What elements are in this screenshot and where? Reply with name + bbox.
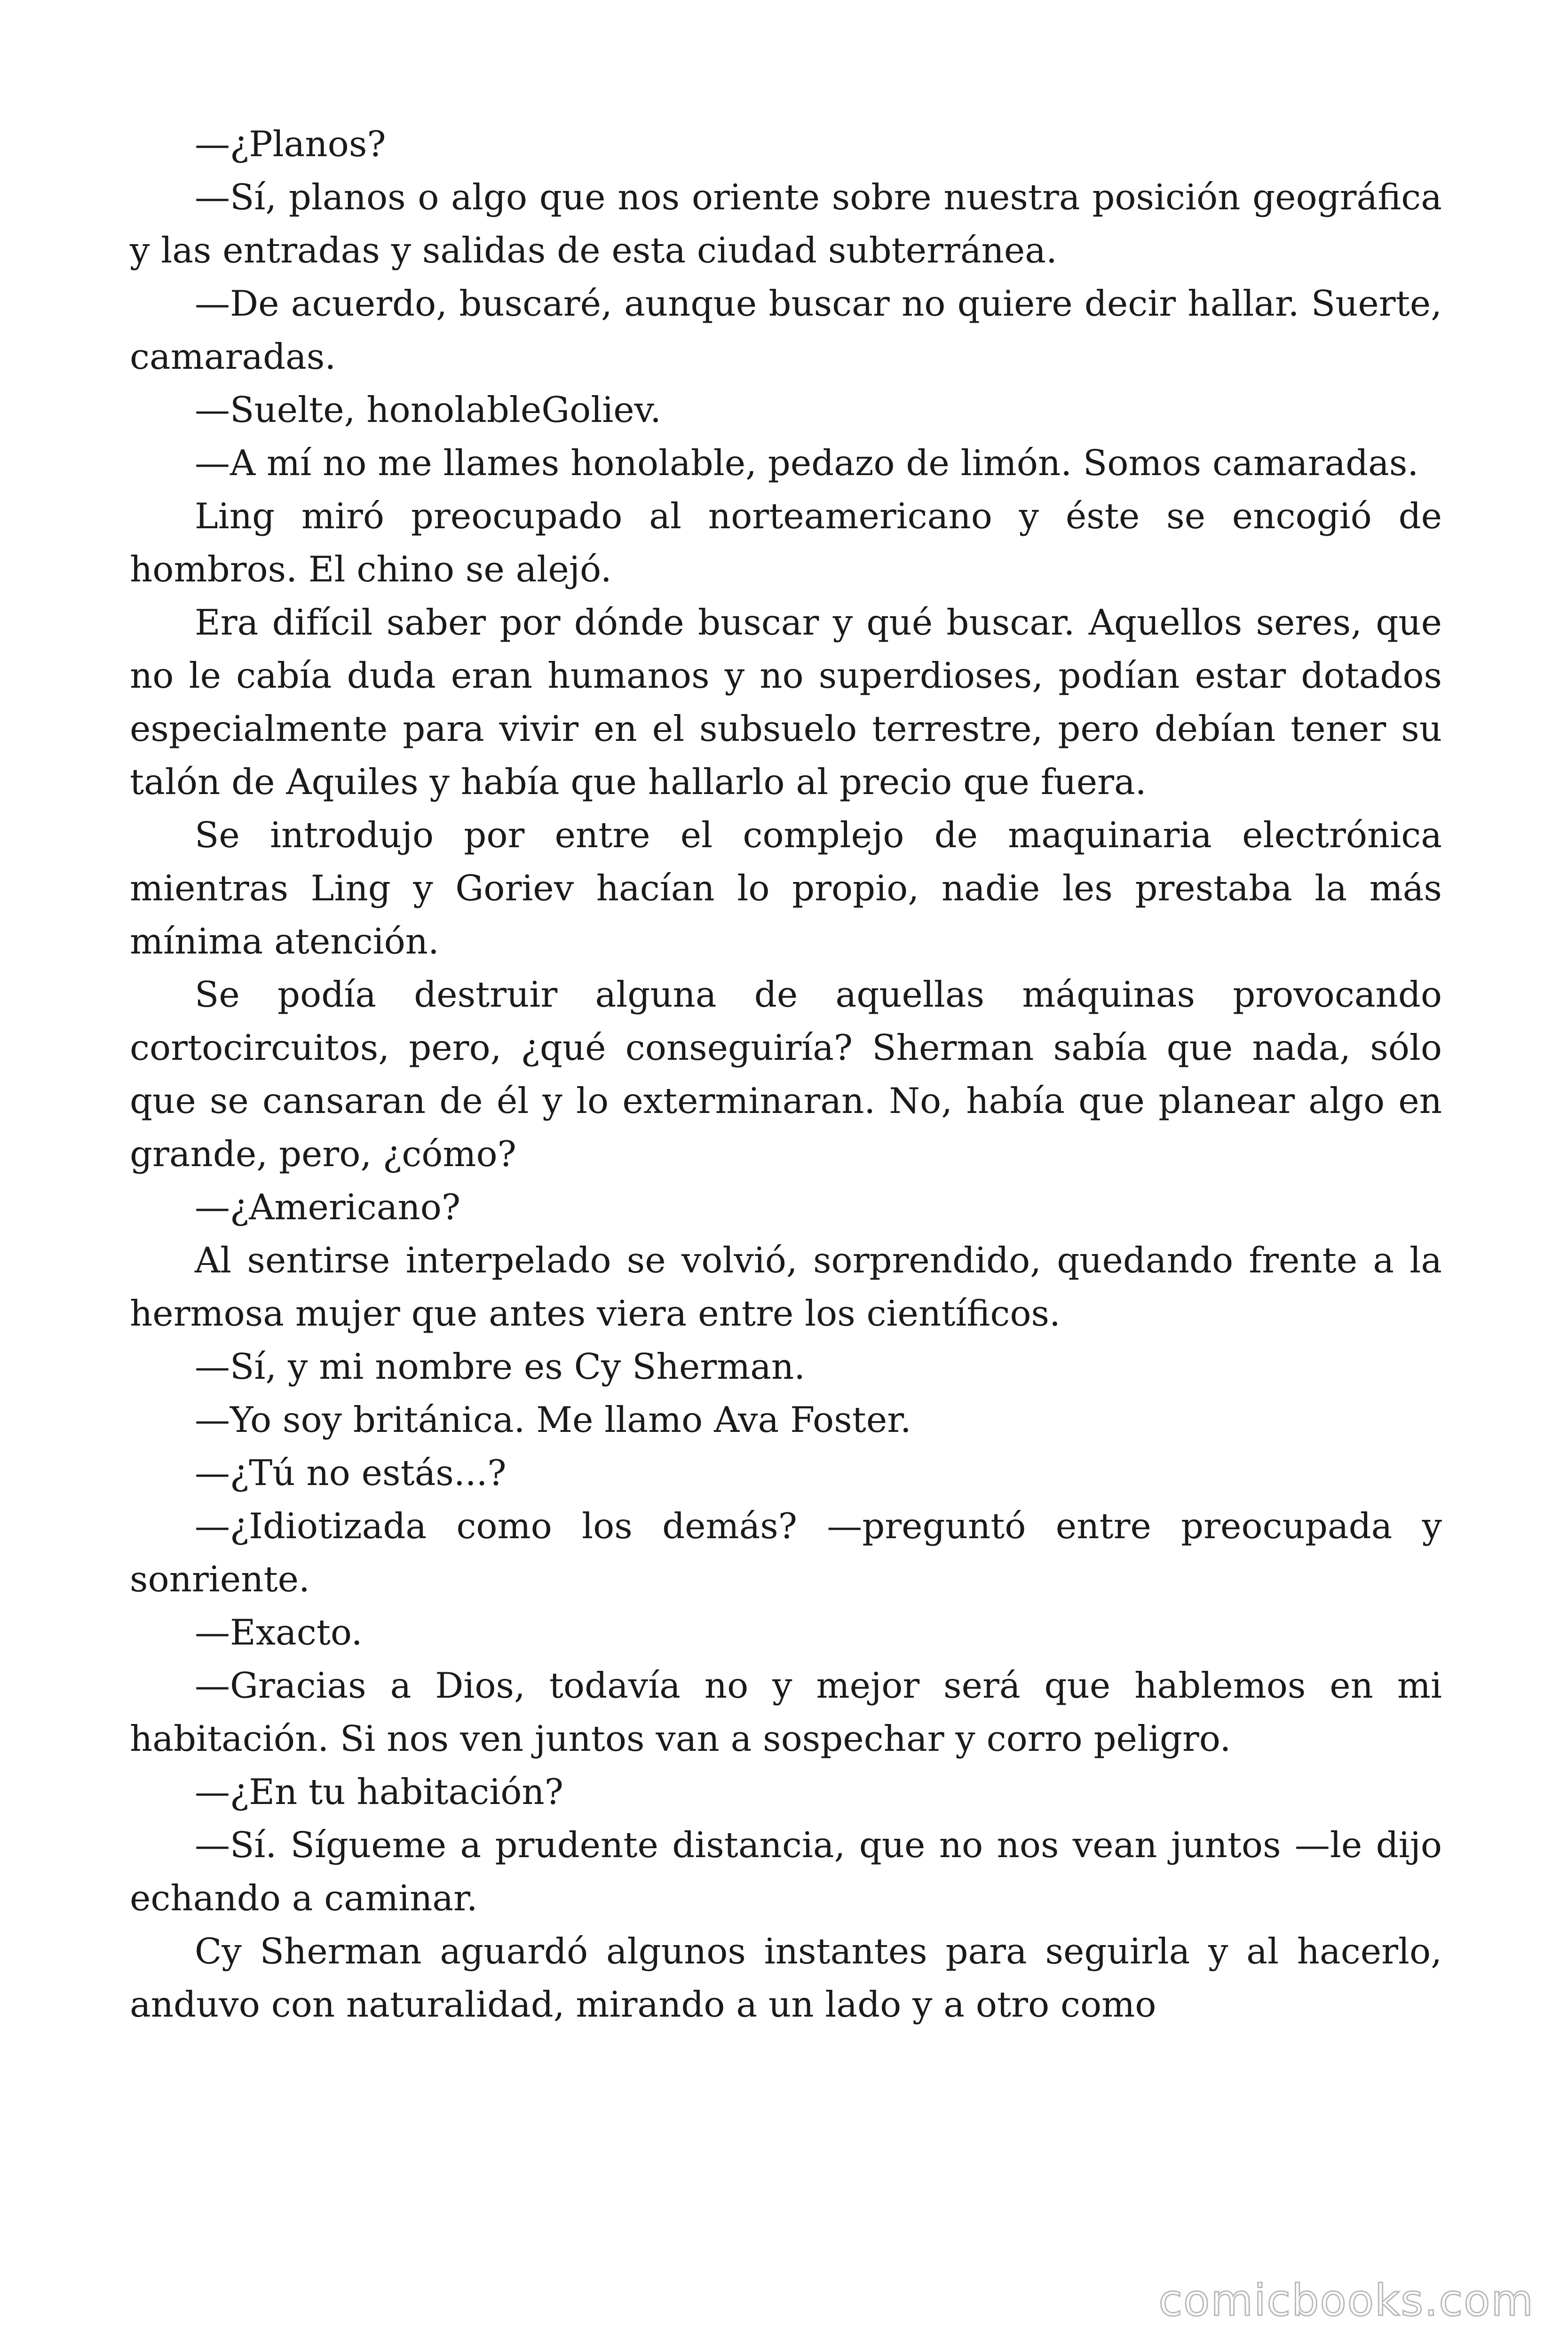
paragraph: —A mí no me llames honolable, pedazo de limón. Somos camaradas. [195, 442, 1419, 484]
paragraph: —¿En tu habitación? [195, 1771, 563, 1812]
paragraph: Ling miró preocupado al norteamericano y éste se encogió de hombros. El chino se alejó. [130, 495, 1442, 590]
paragraph: Era difícil saber por dónde buscar y qué buscar. Aquellos seres, que no le cabía duda eran humanos y no superdioses, podían estar dotados especialmente para vivir en el subsuelo terrestre, pero debían tener su talón de Aquiles y había que hallarlo al precio que fuera. [130, 602, 1442, 803]
paragraph: Se podía destruir alguna de aquellas máquinas provocando cortocircuitos, pero, ¿qué conseguiría? Sherman sabía que nada, sólo que se cansaran de él y lo exterminaran. No, había que planear algo en grande, pero, ¿cómo? [130, 974, 1442, 1175]
paragraph: Cy Sherman aguardó algunos instantes para seguirla y al hacerlo, anduvo con naturalidad, mirando a un lado y a otro como [130, 1931, 1442, 2025]
paragraph: —De acuerdo, buscaré, aunque buscar no quiere decir hallar. Suerte, camaradas. [130, 283, 1442, 377]
paragraph: —Sí, planos o algo que nos oriente sobre nuestra posición geográfica y las entradas y salidas de esta ciudad subterránea. [130, 176, 1442, 271]
paragraph: —Gracias a Dios, todavía no y mejor será que hablemos en mi habitación. Si nos ven juntos van a sospechar y corro peligro. [130, 1665, 1442, 1759]
paragraph: —Sí, y mi nombre es Cy Sherman. [195, 1346, 806, 1387]
paragraph: —Yo soy británica. Me llamo Ava Foster. [195, 1399, 911, 1440]
paragraph: —Suelte, honolableGoliev. [195, 389, 661, 430]
paragraph: Se introdujo por entre el complejo de maquinaria electrónica mientras Ling y Goriev hacían lo propio, nadie les prestaba la más mínima atención. [130, 814, 1442, 962]
paragraph: —¿Americano? [195, 1186, 461, 1228]
paragraph: —Exacto. [195, 1612, 363, 1653]
paragraph: —¿Tú no estás...? [195, 1452, 507, 1494]
paragraph: Al sentirse interpelado se volvió, sorprendido, quedando frente a la hermosa mujer que antes viera entre los científicos. [130, 1240, 1442, 1334]
page-body [130, 118, 1442, 2031]
paragraph: —Sí. Sígueme a prudente distancia, que no nos vean juntos —le dijo echando a caminar. [130, 1824, 1442, 1919]
paragraph: —¿Planos? [195, 123, 386, 165]
paragraph: —¿Idiotizada como los demás? —preguntó entre preocupada y sonriente. [130, 1505, 1442, 1600]
watermark: comicbooks.com [1158, 2275, 1534, 2326]
